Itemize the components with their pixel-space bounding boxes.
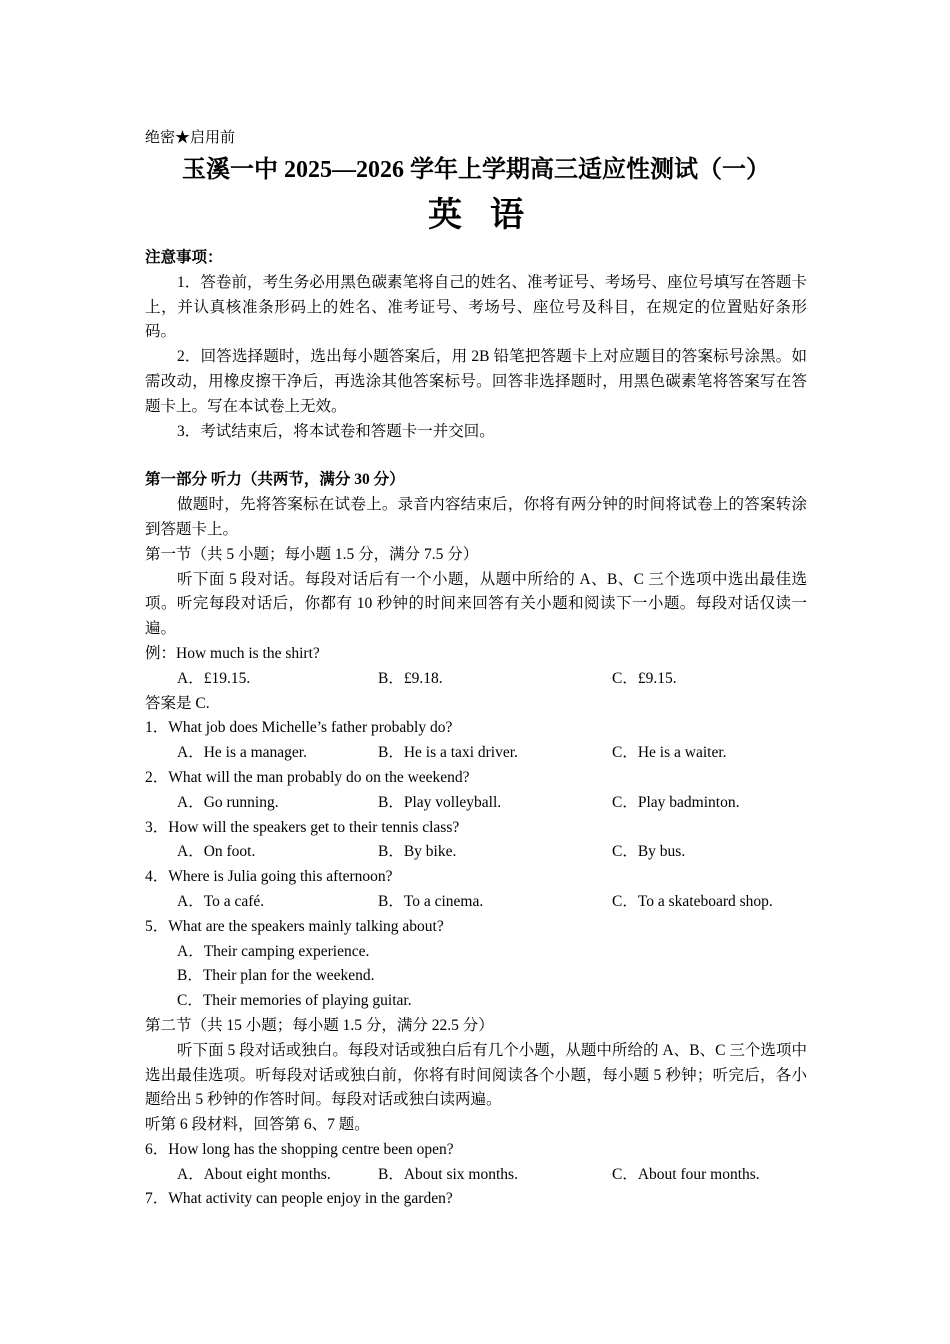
option-a: A．About eight months. (177, 1165, 331, 1183)
question-1-options (145, 741, 807, 766)
question-6-options (145, 1163, 807, 1188)
section1-heading: 第一节（共 5 小题；每小题 1.5 分，满分 7.5 分） (145, 545, 479, 563)
option-a: A．£19.15. (177, 669, 251, 687)
option-a: A．On foot. (177, 843, 256, 861)
option-b: B．Play volleyball. (378, 793, 502, 811)
option-c: C．By bus. (612, 843, 686, 861)
option-b: B．He is a taxi driver. (378, 744, 518, 762)
confidential-label: 绝密★启用前 (145, 130, 236, 146)
question-6: 6．How long has the shopping centre been open? (145, 1140, 454, 1158)
option-a: A．Go running. (177, 793, 279, 811)
section1-intro: 听下面 5 段对话。每段对话后有一个小题，从题中所给的 A、B、C 三个选项中选出最佳选项。听完每段对话后，你都有 10 秒钟的时间来回答有关小题和阅读下一小题。每段对话仅读一遍。 (145, 570, 807, 638)
question-4-options (145, 890, 807, 915)
question-2: 2．What will the man probably do on the weekend? (145, 768, 470, 786)
question-2-options (145, 791, 807, 816)
question-3-options (145, 840, 807, 865)
spacer (145, 444, 807, 468)
example-options (145, 667, 807, 692)
option-c: C．£9.15. (612, 669, 677, 687)
option-a: A．He is a manager. (177, 744, 307, 762)
notice-item-2: 2．回答选择题时，选出每小题答案后，用 2B 铅笔把答题卡上对应题目的答案标号涂黑。如需改动，用橡皮擦干净后，再选涂其他答案标号。回答非选择题时，用黑色碳素笔将答案写在答题卡上。写在本试卷上无效。 (145, 348, 807, 415)
option-c: C．About four months. (612, 1165, 760, 1183)
question-4: 4．Where is Julia going this afternoon? (145, 868, 393, 886)
exam-page (145, 128, 807, 1212)
option-b: B．About six months. (378, 1165, 518, 1183)
part1-heading: 第一部分 听力（共两节，满分 30 分） (145, 471, 405, 489)
example-answer: 答案是 C. (145, 694, 210, 712)
part1-intro: 做题时，先将答案标在试卷上。录音内容结束后，你将有两分钟的时间将试卷上的答案转涂到答题卡上。 (145, 496, 807, 538)
option-c: C．Their memories of playing guitar. (177, 992, 412, 1010)
option-b: B．£9.18. (378, 669, 443, 687)
notice-heading: 注意事项： (145, 249, 223, 266)
option-b: B．By bike. (378, 843, 457, 861)
section2-heading: 第二节（共 15 小题；每小题 1.5 分，满分 22.5 分） (145, 1016, 494, 1034)
option-c: C．Play badminton. (612, 793, 740, 811)
option-a: A．Their camping experience. (177, 942, 370, 960)
question-3: 3．How will the speakers get to their tennis class? (145, 818, 460, 836)
option-a: A．To a café. (177, 892, 265, 910)
notice-item-1: 1．答卷前，考生务必用黑色碳素笔将自己的姓名、准考证号、考场号、座位号填写在答题卡上，并认真核准条形码上的姓名、准考证号、考场号、座位号及科目，在规定的位置贴好条形码。 (145, 273, 807, 341)
section2-intro: 听下面 5 段对话或独白。每段对话或独白后有几个小题，从题中所给的 A、B、C 三个选项中选出最佳选项。听每段对话或独白前，你将有时间阅读各个小题，每小题 5 秒钟；听完后，各小题给出 5 秒钟的作答时间。每段对话或独白读两遍。 (145, 1041, 807, 1109)
notice-item-3: 3．考试结束后，将本试卷和答题卡一并交回。 (177, 422, 495, 440)
option-c: C．To a skateboard shop. (612, 892, 773, 910)
option-b: B．Their plan for the weekend. (177, 967, 375, 985)
question-5: 5．What are the speakers mainly talking about? (145, 917, 444, 935)
material-note: 听第 6 段材料，回答第 6、7 题。 (145, 1116, 370, 1134)
example-question: 例：How much is the shirt? (145, 644, 320, 662)
option-b: B．To a cinema. (378, 892, 484, 910)
option-c: C．He is a waiter. (612, 744, 727, 762)
question-7: 7．What activity can people enjoy in the garden? (145, 1190, 453, 1208)
subject-title: 英语 (428, 197, 552, 234)
exam-title: 玉溪一中 2025—2026 学年上学期高三适应性测试（一） (182, 157, 770, 183)
question-1: 1．What job does Michelle’s father probably do? (145, 719, 453, 737)
